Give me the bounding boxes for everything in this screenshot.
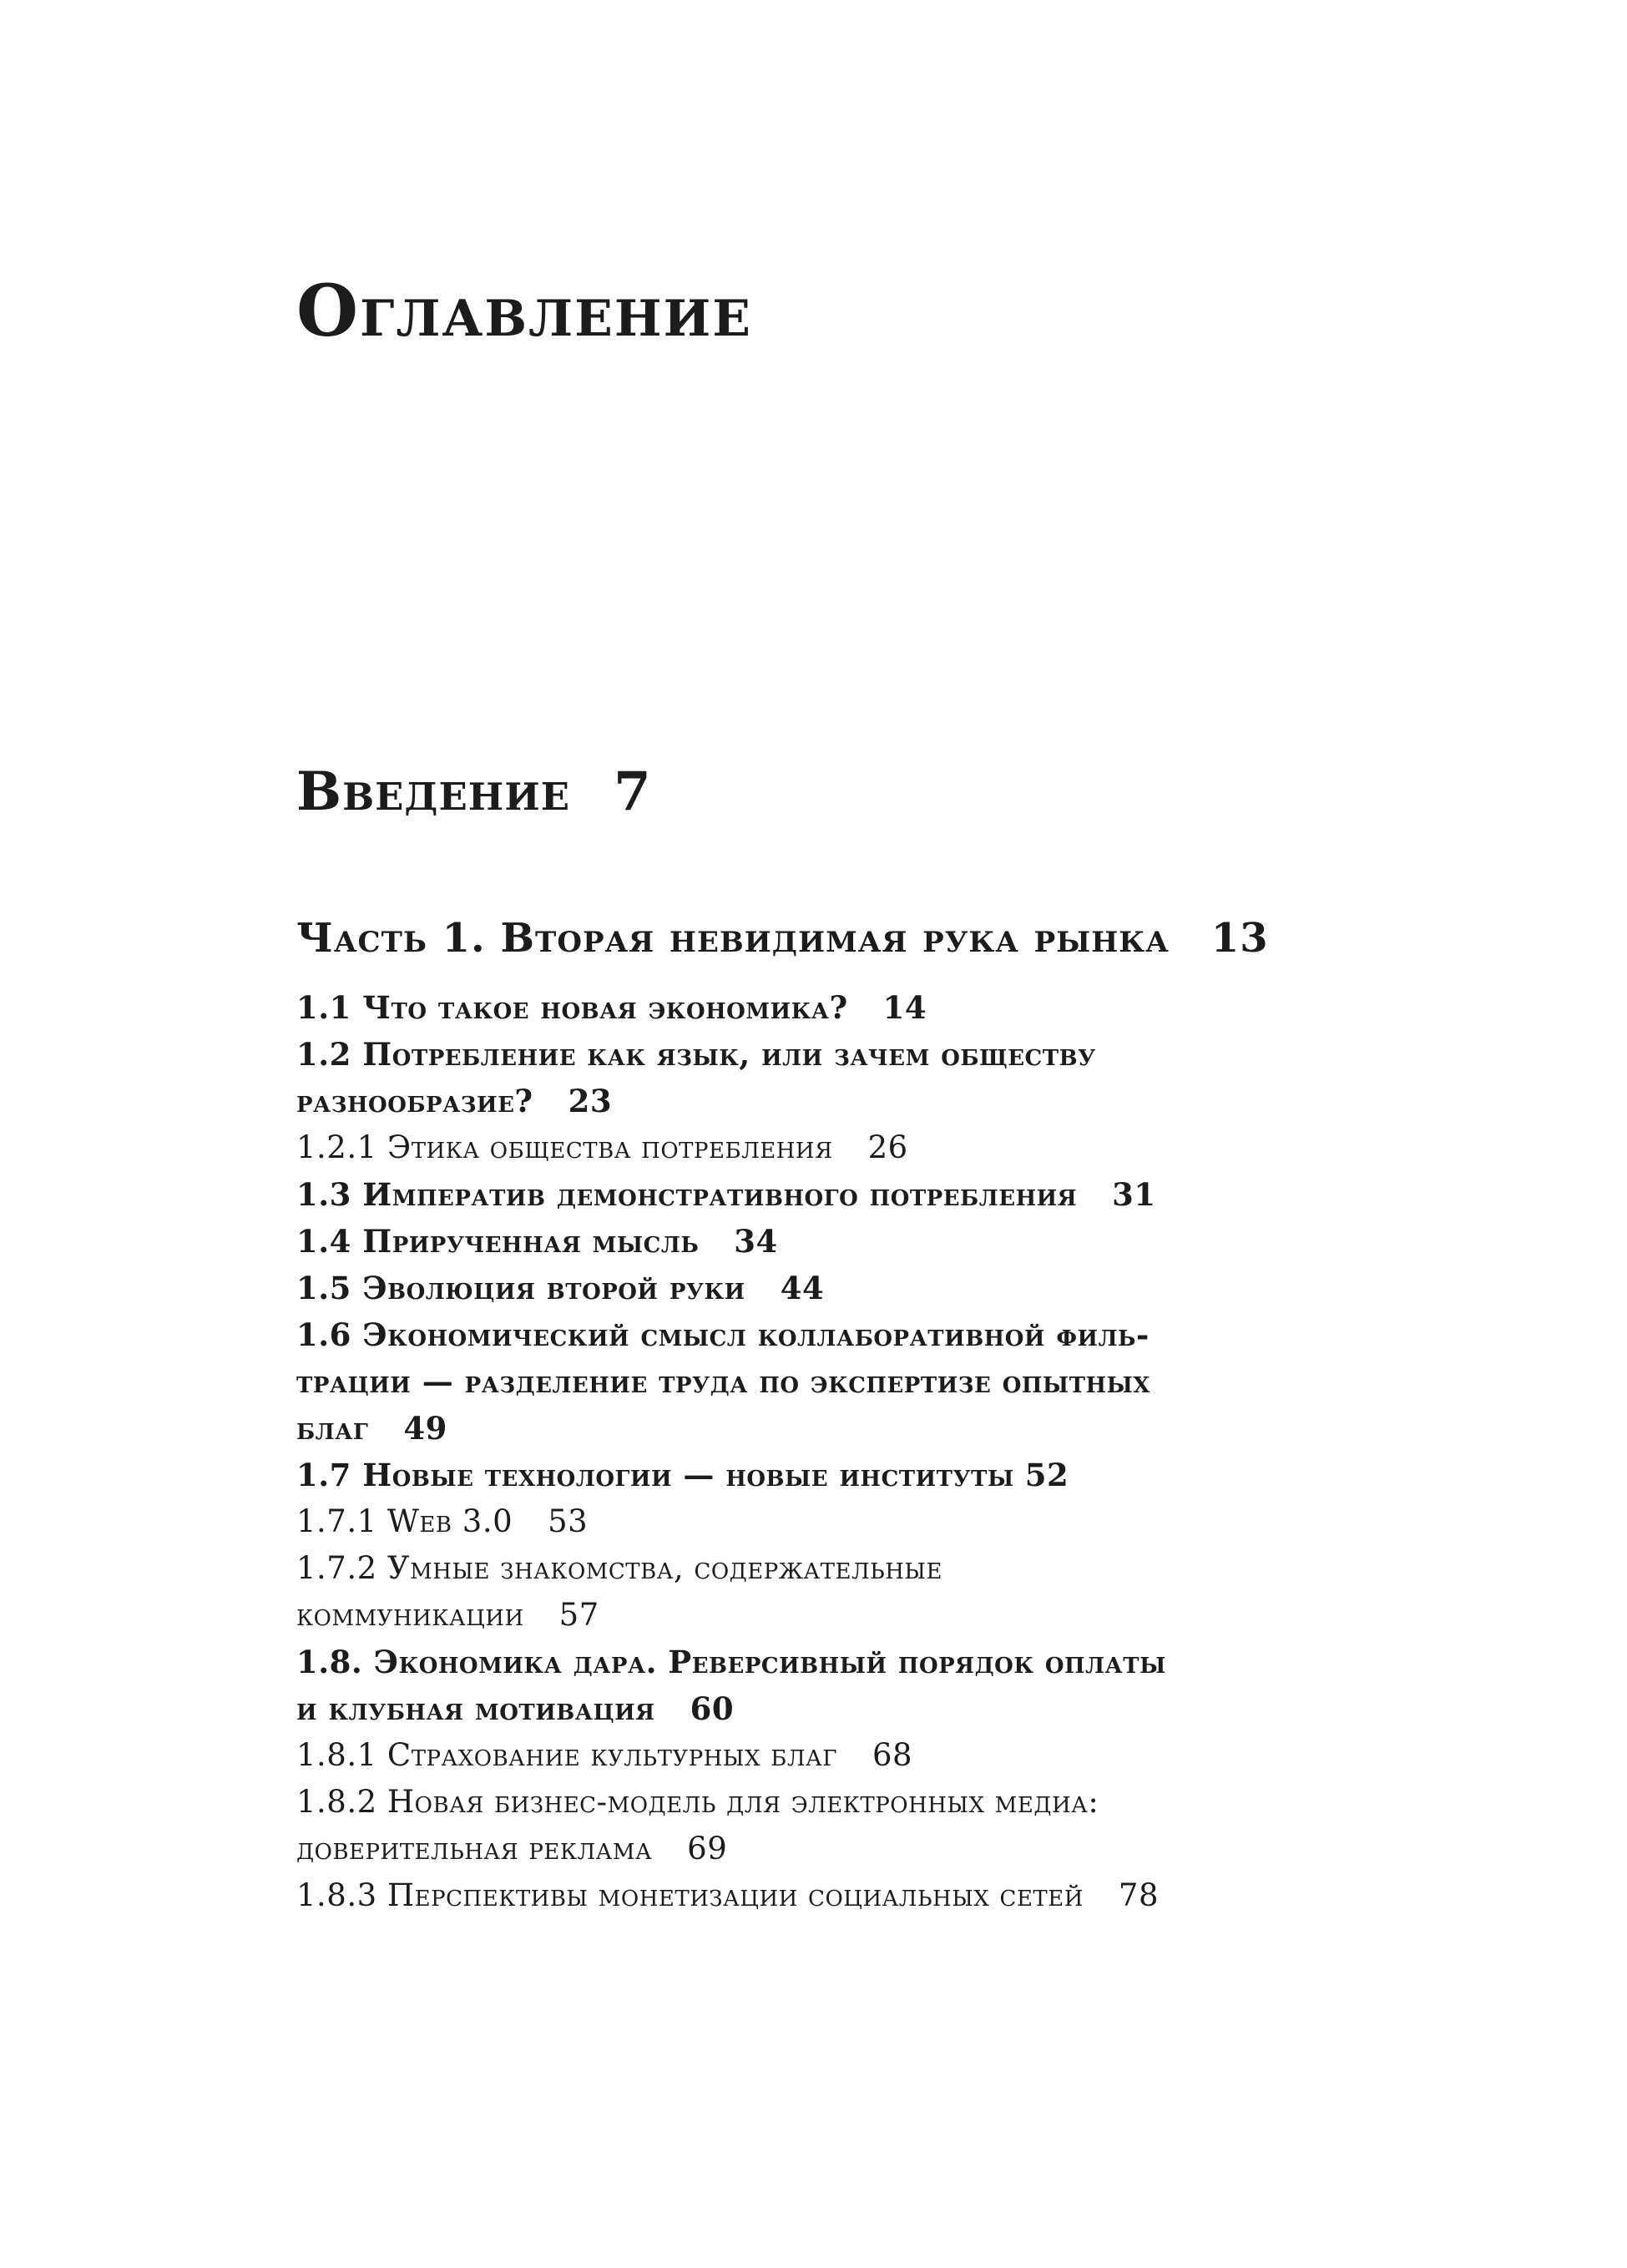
- toc-line: [296, 1311, 1549, 1358]
- toc-line-text: Часть 1. Вторая невидимая рука рынка: [296, 915, 1170, 962]
- toc-list: [296, 913, 1549, 1919]
- toc-line: [296, 1452, 1549, 1498]
- toc-line-page-number: 34: [734, 1223, 778, 1260]
- toc-line: [296, 1826, 1549, 1872]
- toc-line-page-number: 31: [1112, 1176, 1156, 1213]
- toc-line-page-number: 23: [568, 1083, 613, 1119]
- toc-line-text: 1.7.2 Умные знакомства, содержательные: [296, 1550, 942, 1586]
- toc-line-page-number: 14: [882, 989, 927, 1026]
- toc-line-text: и клубная мотивация: [296, 1690, 655, 1727]
- toc-line-page-number: 52: [1024, 1457, 1069, 1493]
- toc-line-text: 1.8.1 Страхование культурных благ: [296, 1737, 837, 1773]
- intro-label: Введение: [296, 760, 571, 823]
- toc-line: [296, 1171, 1549, 1218]
- toc-line: [296, 1358, 1549, 1405]
- toc-line-page-number: 57: [558, 1597, 599, 1633]
- toc-line: [296, 1405, 1549, 1452]
- toc-line: [296, 913, 1549, 963]
- intro-page-number: 7: [614, 760, 652, 823]
- toc-line: [296, 1872, 1549, 1919]
- toc-line-text: коммуникации: [296, 1597, 524, 1633]
- toc-line: [296, 1732, 1549, 1779]
- toc-line-text: 1.1 Что такое новая экономика?: [296, 989, 848, 1026]
- toc-line-text: 1.2.1 Этика общества потребления: [296, 1129, 833, 1165]
- toc-line: [296, 1685, 1549, 1732]
- toc-line: [296, 1031, 1549, 1078]
- toc-line-text: благ: [296, 1410, 369, 1447]
- toc-line-page-number: 53: [548, 1503, 589, 1539]
- toc-line-text: 1.4 Прирученная мысль: [296, 1223, 700, 1260]
- toc-line: [296, 1124, 1549, 1171]
- toc-line-text: 1.8.2 Новая бизнес-модель для электронных медиа:: [296, 1784, 1099, 1820]
- toc-line: [296, 984, 1549, 1031]
- toc-line-page-number: 69: [687, 1831, 728, 1866]
- toc-line-text: трации — разделение труда по экспертизе опытных: [296, 1363, 1150, 1400]
- toc-line: [296, 1779, 1549, 1826]
- intro-entry: [296, 760, 652, 823]
- toc-line: [296, 1218, 1549, 1265]
- toc-line-text: разнообразие?: [296, 1083, 533, 1119]
- toc-line-text: 1.5 Эволюция второй руки: [296, 1270, 745, 1306]
- toc-line: [296, 1592, 1549, 1639]
- toc-line: [296, 1498, 1549, 1545]
- toc-line-page-number: 49: [403, 1410, 447, 1447]
- toc-line-text: 1.3 Императив демонстративного потребления: [296, 1176, 1078, 1213]
- toc-line-page-number: 44: [780, 1270, 825, 1306]
- page-title: Оглавление: [296, 270, 753, 353]
- toc-line-page-number: 68: [872, 1737, 913, 1773]
- toc-line-text: 1.2 Потребление как язык, или зачем обществу: [296, 1036, 1096, 1073]
- toc-line-text: 1.6 Экономический смысл коллаборативной филь-: [296, 1316, 1150, 1353]
- toc-line: [296, 1639, 1549, 1685]
- toc-line-text: 1.8. Экономика дара. Реверсивный порядок оплаты: [296, 1644, 1166, 1680]
- toc-line-page-number: 78: [1118, 1877, 1160, 1913]
- toc-line: [296, 1265, 1549, 1311]
- toc-line-page-number: 13: [1210, 915, 1269, 962]
- toc-line-text: 1.7.1 Web 3.0: [296, 1503, 513, 1539]
- toc-line: [296, 1545, 1549, 1592]
- toc-line-page-number: 26: [867, 1129, 908, 1165]
- toc-line: [296, 1078, 1549, 1124]
- toc-line-text: 1.8.3 Перспективы монетизации социальных сетей: [296, 1877, 1084, 1913]
- toc-line-page-number: 60: [690, 1690, 735, 1727]
- toc-line-text: 1.7 Новые технологии — новые институты: [296, 1457, 1014, 1493]
- toc-line-text: доверительная реклама: [296, 1831, 653, 1866]
